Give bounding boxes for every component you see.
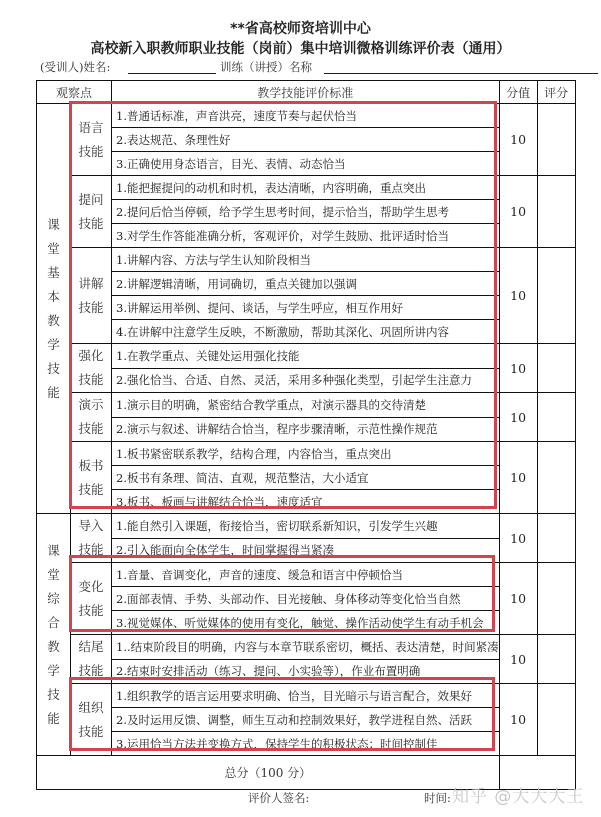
skill-organization: 组织 技能 <box>71 684 112 756</box>
criterion: 2.面部表情、手势、头部动作、目光接触、身体移动等变化恰当自然 <box>112 587 500 611</box>
criterion: 3.正确使用身态语言，目光、表情、动态恰当 <box>112 152 500 176</box>
col-header-observation: 观察点 <box>37 81 112 104</box>
score-input-language[interactable] <box>537 104 575 176</box>
table-row <box>37 176 576 200</box>
criterion: 2.讲解逻辑清晰，用词确切，重点关键加以强调 <box>112 272 500 296</box>
table-row <box>37 490 576 514</box>
points-value: 10 <box>499 248 537 344</box>
criterion: 1.板书紧密联系教学，结构合理，内容恰当，重点突出 <box>112 442 500 466</box>
criterion: 1.普通话标准，声音洪亮，速度节奏与起伏恰当 <box>112 104 500 128</box>
lesson-name-field[interactable] <box>324 73 598 74</box>
table-row <box>37 587 576 611</box>
criterion: 3.视觉媒体、听觉媒体的使用有变化，触觉、操作活动使学生有动手机会 <box>112 611 500 635</box>
col-header-score: 评分 <box>537 81 575 104</box>
criterion: 1.能把握提问的动机和时机，表达清晰，内容明确，重点突出 <box>112 176 500 200</box>
table-row <box>37 296 576 320</box>
table-row <box>37 732 576 756</box>
skill-questioning: 提问 技能 <box>71 176 112 248</box>
table-row <box>37 514 576 539</box>
table-row <box>37 563 576 587</box>
table-row <box>37 128 576 152</box>
col-header-criteria: 教学技能评价标准 <box>112 81 500 104</box>
criterion: 1.演示目的明确，紧密结合教学重点，对演示器具的交待清楚 <box>112 393 500 418</box>
table-row <box>37 224 576 248</box>
table-row <box>37 708 576 732</box>
criterion: 2.引入能面向全体学生，时间掌握得当紧凑 <box>112 538 500 563</box>
skill-explaining: 讲解 技能 <box>71 248 112 344</box>
criterion: 2.及时运用反馈、调整，师生互动和控制效果好，教学进程自然、活跃 <box>112 708 500 732</box>
score-input-introduction[interactable] <box>537 514 575 563</box>
points-value: 10 <box>499 176 537 248</box>
points-value: 10 <box>499 684 537 756</box>
skill-closing: 结尾 技能 <box>71 635 112 684</box>
trainee-name-label: (受训人)姓名: <box>40 60 111 74</box>
criterion: 1.组织教学的语言运用要求明确、恰当，目光暗示与语言配合，效果好 <box>112 684 500 708</box>
criterion: 2.结束时安排活动（练习、提问、小实验等），作业布置明确 <box>112 659 500 684</box>
evaluation-table <box>36 80 576 790</box>
table-row <box>37 684 576 708</box>
criterion: 2.提问后恰当停顿，给予学生思考时间，提示恰当，帮助学生思考 <box>112 200 500 224</box>
form-title: 高校新入职教师职业技能（岗前）集中培训微格训练评价表（通用） <box>90 41 511 57</box>
score-input-closing[interactable] <box>537 635 575 684</box>
table-row <box>37 152 576 176</box>
lesson-name-label: 训练（讲授）名称 <box>220 60 312 74</box>
table-row <box>37 368 576 393</box>
table-row <box>37 611 576 635</box>
trainee-name-field[interactable] <box>128 73 216 74</box>
score-input-explaining[interactable] <box>537 248 575 344</box>
criterion: 3.板书、板画与讲解结合恰当，速度适宜 <box>112 490 500 514</box>
time-label: 时间: <box>424 791 451 805</box>
criterion: 2.演示与叙述、讲解结合恰当，程序步骤清晰，示范性操作规范 <box>112 417 500 442</box>
score-input-questioning[interactable] <box>537 176 575 248</box>
criterion: 1.能自然引入课题，衔接恰当，密切联系新知识，引发学生兴趣 <box>112 514 500 539</box>
criterion: 1.在教学重点、关键处运用强化技能 <box>112 344 500 369</box>
table-row <box>37 659 576 684</box>
score-input-blackboard[interactable] <box>537 442 575 514</box>
score-input-variation[interactable] <box>537 563 575 635</box>
table-row <box>37 417 576 442</box>
watermark: 知乎 @大大大王 <box>452 787 585 807</box>
table-row <box>37 248 576 272</box>
skill-language: 语言 技能 <box>71 104 112 176</box>
table-row <box>37 393 576 418</box>
points-value: 10 <box>499 104 537 176</box>
org-title: **省高校师资培训中心 <box>230 21 371 37</box>
criterion: 1.讲解内容、方法与学生认知阶段相当 <box>112 248 500 272</box>
table-row <box>37 272 576 296</box>
score-input-organization[interactable] <box>537 684 575 756</box>
criterion: 3.讲解运用举例、提问、谈话，与学生呼应，相互作用好 <box>112 296 500 320</box>
skill-introduction: 导入 技能 <box>71 514 112 563</box>
category-integrated-skills: 课 堂 综 合 教 学 技 能 <box>37 514 71 756</box>
category-basic-skills: 课 堂 基 本 教 学 技 能 <box>37 104 71 514</box>
skill-blackboard: 板书 技能 <box>71 442 112 514</box>
skill-reinforcement: 强化 技能 <box>71 344 112 393</box>
criterion: 4.在讲解中注意学生反映，不断激励，帮助其深化、巩固所讲内容 <box>112 320 500 344</box>
criterion: 3.运用恰当方法并变换方式，保持学生的积极状态；时间控制佳 <box>112 732 500 756</box>
criterion: 2.板书有条理、简洁、直观，规范整洁，大小适宜 <box>112 466 500 490</box>
criterion: 2.表达规范、条理性好 <box>112 128 500 152</box>
criterion: 2.强化恰当、合适、自然、灵活，采用多种强化类型，引起学生注意力 <box>112 368 500 393</box>
points-value: 10 <box>499 344 537 393</box>
table-row <box>37 320 576 344</box>
criterion: 1.音量、音调变化，声音的速度、缓急和语言中停顿恰当 <box>112 563 500 587</box>
evaluator-signature-label: 评价人签名: <box>248 791 310 805</box>
points-value: 10 <box>499 393 537 442</box>
table-row <box>37 200 576 224</box>
skill-demonstration: 演示 技能 <box>71 393 112 442</box>
col-header-points: 分值 <box>499 81 537 104</box>
table-header-row <box>37 81 576 104</box>
points-value: 10 <box>499 635 537 684</box>
points-value: 10 <box>499 514 537 563</box>
table-row <box>37 344 576 369</box>
table-row <box>37 442 576 466</box>
criterion: 1..结束阶段目的明确，内容与本章节联系密切，概括、表达清楚，时间紧凑 <box>112 635 500 660</box>
total-label: 总分（100 分） <box>37 756 500 790</box>
skill-variation: 变化 技能 <box>71 563 112 635</box>
trainee-info-line <box>40 59 600 77</box>
points-value: 10 <box>499 442 537 514</box>
score-input-reinforcement[interactable] <box>537 344 575 393</box>
table-row <box>37 538 576 563</box>
criterion: 3.对学生作答能准确分析，客观评价，对学生鼓励、批评适时恰当 <box>112 224 500 248</box>
table-row <box>37 466 576 490</box>
table-row <box>37 635 576 660</box>
table-row <box>37 104 576 128</box>
points-value: 10 <box>499 563 537 635</box>
score-input-demonstration[interactable] <box>537 393 575 442</box>
